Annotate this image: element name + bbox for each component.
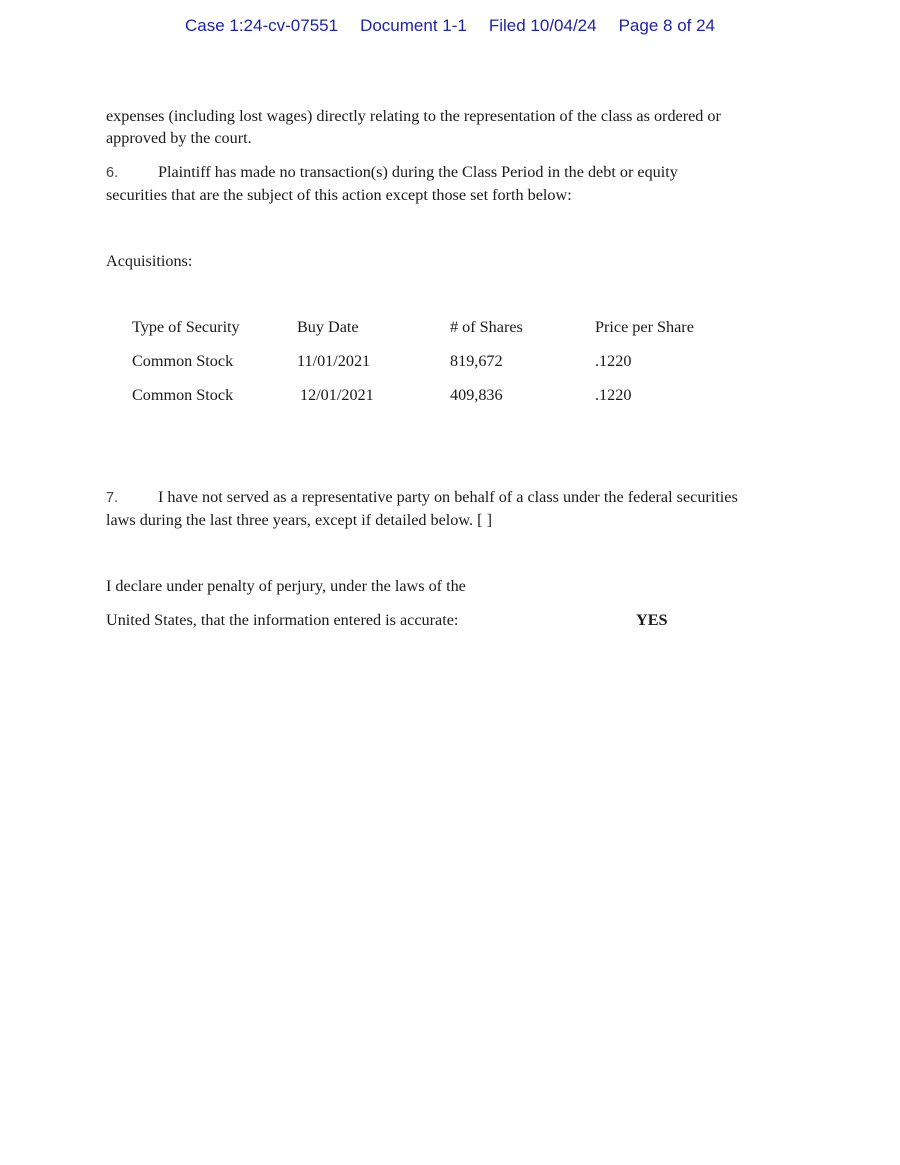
continuation-line-2: approved by the court.	[106, 129, 252, 147]
header-buy-date: Buy Date	[297, 318, 359, 336]
declaration-line-1: I declare under penalty of perjury, under the laws of the	[106, 577, 466, 595]
page-number: Page 8 of 24	[618, 16, 716, 35]
cell-price-per-share: .1220	[595, 386, 632, 404]
paragraph-7-number: 7.	[106, 490, 119, 506]
cell-price-per-share: .1220	[595, 352, 632, 370]
continuation-paragraph	[106, 105, 806, 149]
paragraph-7	[106, 486, 806, 531]
case-header	[0, 16, 900, 36]
paragraph-6	[106, 161, 806, 206]
header-price-per-share: Price per Share	[595, 318, 694, 336]
filed-date: Filed 10/04/24	[488, 16, 597, 35]
declaration-line-2-row	[106, 609, 806, 631]
document-number: Document 1-1	[360, 16, 467, 35]
paragraph-6-line-1: Plaintiff has made no transaction(s) during the Class Period in the debt or equity	[158, 163, 678, 181]
cell-number-of-shares: 819,672	[450, 352, 503, 370]
cell-number-of-shares: 409,836	[450, 386, 503, 404]
case-number: Case 1:24-cv-07551	[184, 16, 339, 35]
paragraph-6-number: 6.	[106, 165, 119, 181]
cell-type-of-security: Common Stock	[132, 352, 234, 370]
paragraph-7-line-1: I have not served as a representative party on behalf of a class under the federal securities	[158, 488, 738, 506]
declaration-line-2: United States, that the information entered is accurate:	[106, 611, 459, 629]
cell-type-of-security: Common Stock	[132, 386, 234, 404]
paragraph-6-line-2: securities that are the subject of this action except those set forth below:	[106, 186, 572, 204]
cell-buy-date: 12/01/2021	[300, 386, 374, 404]
paragraph-7-line-2: laws during the last three years, except if detailed below. [ ]	[106, 511, 492, 529]
continuation-line-1: expenses (including lost wages) directly relating to the representation of the class as ordered or	[106, 107, 721, 125]
acquisitions-label: Acquisitions:	[106, 252, 193, 270]
cell-buy-date: 11/01/2021	[297, 352, 371, 370]
header-number-of-shares: # of Shares	[450, 318, 523, 336]
header-type-of-security: Type of Security	[132, 318, 240, 336]
declaration-answer: YES	[636, 611, 668, 629]
